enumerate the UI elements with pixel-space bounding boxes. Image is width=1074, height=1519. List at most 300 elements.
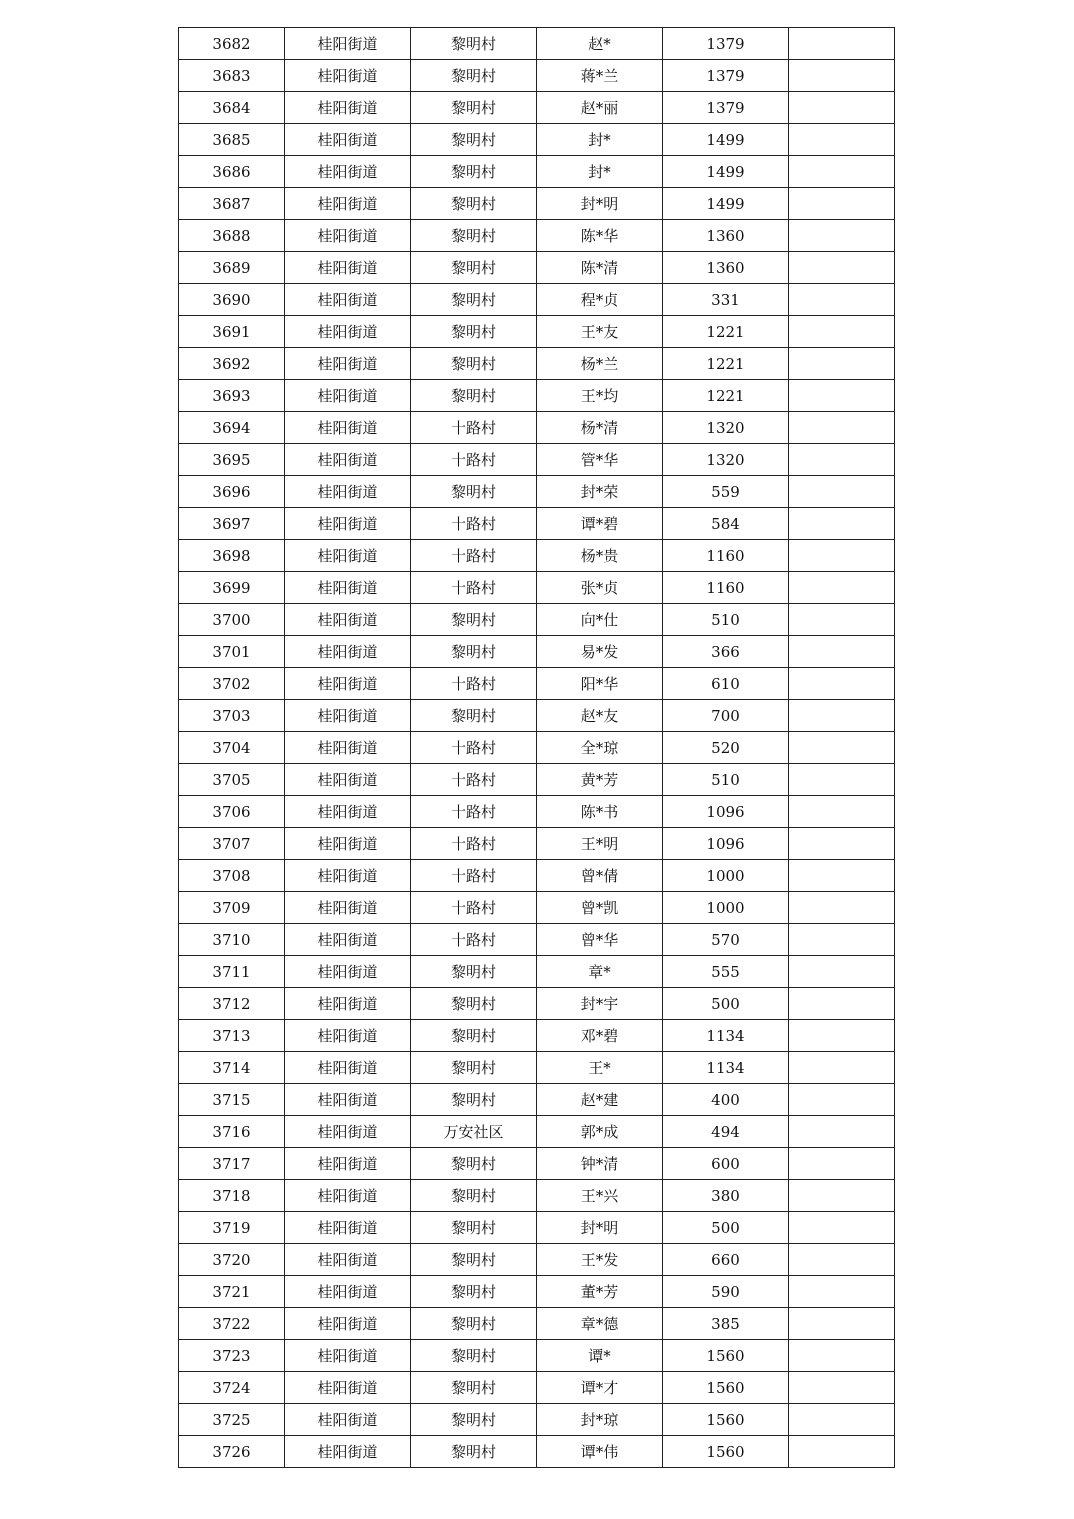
table-row (179, 92, 895, 124)
amount-cell: 1221 (663, 380, 789, 412)
remark-cell (789, 412, 895, 444)
serial-cell: 3708 (179, 860, 285, 892)
table-row (179, 316, 895, 348)
serial-cell: 3694 (179, 412, 285, 444)
street-cell: 桂阳街道 (285, 924, 411, 956)
street-cell: 桂阳街道 (285, 1116, 411, 1148)
remark-cell (789, 1276, 895, 1308)
table-row (179, 636, 895, 668)
amount-cell: 1096 (663, 796, 789, 828)
name-cell: 谭*伟 (537, 1436, 663, 1468)
street-cell: 桂阳街道 (285, 1052, 411, 1084)
table-row (179, 540, 895, 572)
table-row (179, 1212, 895, 1244)
table-row (179, 732, 895, 764)
table-row (179, 1020, 895, 1052)
street-cell: 桂阳街道 (285, 636, 411, 668)
street-cell: 桂阳街道 (285, 188, 411, 220)
name-cell: 董*芳 (537, 1276, 663, 1308)
amount-cell: 1560 (663, 1372, 789, 1404)
name-cell: 黄*芳 (537, 764, 663, 796)
amount-cell: 494 (663, 1116, 789, 1148)
table-row (179, 1276, 895, 1308)
remark-cell (789, 892, 895, 924)
table-row (179, 1340, 895, 1372)
amount-cell: 1379 (663, 28, 789, 60)
name-cell: 陈*清 (537, 252, 663, 284)
amount-cell: 400 (663, 1084, 789, 1116)
street-cell: 桂阳街道 (285, 732, 411, 764)
village-cell: 黎明村 (411, 1212, 537, 1244)
amount-cell: 1221 (663, 348, 789, 380)
village-cell: 黎明村 (411, 1404, 537, 1436)
table-row (179, 348, 895, 380)
amount-cell: 590 (663, 1276, 789, 1308)
name-cell: 向*仕 (537, 604, 663, 636)
street-cell: 桂阳街道 (285, 956, 411, 988)
table-row (179, 188, 895, 220)
remark-cell (789, 92, 895, 124)
street-cell: 桂阳街道 (285, 124, 411, 156)
table-row (179, 476, 895, 508)
village-cell: 黎明村 (411, 1308, 537, 1340)
remark-cell (789, 508, 895, 540)
village-cell: 黎明村 (411, 92, 537, 124)
table-row (179, 1244, 895, 1276)
name-cell: 曾*倩 (537, 860, 663, 892)
name-cell: 封*明 (537, 188, 663, 220)
serial-cell: 3720 (179, 1244, 285, 1276)
remark-cell (789, 476, 895, 508)
amount-cell: 331 (663, 284, 789, 316)
table-row (179, 1052, 895, 1084)
village-cell: 十路村 (411, 540, 537, 572)
serial-cell: 3689 (179, 252, 285, 284)
amount-cell: 366 (663, 636, 789, 668)
amount-cell: 1000 (663, 860, 789, 892)
serial-cell: 3688 (179, 220, 285, 252)
remark-cell (789, 188, 895, 220)
village-cell: 十路村 (411, 828, 537, 860)
name-cell: 封* (537, 124, 663, 156)
village-cell: 黎明村 (411, 604, 537, 636)
village-cell: 黎明村 (411, 476, 537, 508)
street-cell: 桂阳街道 (285, 252, 411, 284)
village-cell: 黎明村 (411, 1084, 537, 1116)
amount-cell: 1560 (663, 1436, 789, 1468)
remark-cell (789, 220, 895, 252)
table-row (179, 252, 895, 284)
table-row (179, 1116, 895, 1148)
table-row (179, 28, 895, 60)
street-cell: 桂阳街道 (285, 316, 411, 348)
name-cell: 赵*友 (537, 700, 663, 732)
street-cell: 桂阳街道 (285, 1276, 411, 1308)
amount-cell: 1560 (663, 1404, 789, 1436)
street-cell: 桂阳街道 (285, 348, 411, 380)
table-row (179, 412, 895, 444)
village-cell: 黎明村 (411, 60, 537, 92)
table-row (179, 988, 895, 1020)
village-cell: 黎明村 (411, 188, 537, 220)
amount-cell: 1160 (663, 540, 789, 572)
street-cell: 桂阳街道 (285, 508, 411, 540)
name-cell: 王*友 (537, 316, 663, 348)
remark-cell (789, 28, 895, 60)
amount-cell: 1499 (663, 156, 789, 188)
village-cell: 十路村 (411, 764, 537, 796)
name-cell: 王*均 (537, 380, 663, 412)
village-cell: 黎明村 (411, 1180, 537, 1212)
street-cell: 桂阳街道 (285, 764, 411, 796)
remark-cell (789, 380, 895, 412)
amount-cell: 1360 (663, 220, 789, 252)
serial-cell: 3682 (179, 28, 285, 60)
serial-cell: 3725 (179, 1404, 285, 1436)
name-cell: 钟*清 (537, 1148, 663, 1180)
serial-cell: 3721 (179, 1276, 285, 1308)
table-body (179, 28, 895, 1468)
village-cell: 万安社区 (411, 1116, 537, 1148)
village-cell: 黎明村 (411, 1372, 537, 1404)
remark-cell (789, 1116, 895, 1148)
name-cell: 陈*书 (537, 796, 663, 828)
remark-cell (789, 828, 895, 860)
amount-cell: 555 (663, 956, 789, 988)
amount-cell: 559 (663, 476, 789, 508)
amount-cell: 1360 (663, 252, 789, 284)
remark-cell (789, 124, 895, 156)
name-cell: 谭*碧 (537, 508, 663, 540)
street-cell: 桂阳街道 (285, 700, 411, 732)
street-cell: 桂阳街道 (285, 28, 411, 60)
name-cell: 王*兴 (537, 1180, 663, 1212)
name-cell: 易*发 (537, 636, 663, 668)
village-cell: 黎明村 (411, 316, 537, 348)
amount-cell: 1560 (663, 1340, 789, 1372)
street-cell: 桂阳街道 (285, 1180, 411, 1212)
amount-cell: 700 (663, 700, 789, 732)
table-row (179, 380, 895, 412)
street-cell: 桂阳街道 (285, 988, 411, 1020)
village-cell: 十路村 (411, 732, 537, 764)
amount-cell: 1000 (663, 892, 789, 924)
table-row (179, 924, 895, 956)
name-cell: 王* (537, 1052, 663, 1084)
village-cell: 十路村 (411, 796, 537, 828)
amount-cell: 520 (663, 732, 789, 764)
table-row (179, 796, 895, 828)
serial-cell: 3707 (179, 828, 285, 860)
name-cell: 谭* (537, 1340, 663, 1372)
serial-cell: 3702 (179, 668, 285, 700)
village-cell: 十路村 (411, 924, 537, 956)
serial-cell: 3692 (179, 348, 285, 380)
village-cell: 黎明村 (411, 1020, 537, 1052)
street-cell: 桂阳街道 (285, 1244, 411, 1276)
name-cell: 封*荣 (537, 476, 663, 508)
serial-cell: 3684 (179, 92, 285, 124)
street-cell: 桂阳街道 (285, 1148, 411, 1180)
table-row (179, 956, 895, 988)
village-cell: 黎明村 (411, 636, 537, 668)
street-cell: 桂阳街道 (285, 1436, 411, 1468)
street-cell: 桂阳街道 (285, 380, 411, 412)
amount-cell: 584 (663, 508, 789, 540)
table-row (179, 1404, 895, 1436)
remark-cell (789, 1404, 895, 1436)
name-cell: 蒋*兰 (537, 60, 663, 92)
street-cell: 桂阳街道 (285, 828, 411, 860)
name-cell: 曾*华 (537, 924, 663, 956)
name-cell: 章*德 (537, 1308, 663, 1340)
name-cell: 封* (537, 156, 663, 188)
amount-cell: 1320 (663, 412, 789, 444)
village-cell: 十路村 (411, 412, 537, 444)
table-row (179, 444, 895, 476)
street-cell: 桂阳街道 (285, 1084, 411, 1116)
amount-cell: 1096 (663, 828, 789, 860)
village-cell: 黎明村 (411, 380, 537, 412)
village-cell: 黎明村 (411, 252, 537, 284)
amount-cell: 1320 (663, 444, 789, 476)
serial-cell: 3709 (179, 892, 285, 924)
village-cell: 黎明村 (411, 956, 537, 988)
remark-cell (789, 348, 895, 380)
name-cell: 郭*成 (537, 1116, 663, 1148)
table-row (179, 156, 895, 188)
street-cell: 桂阳街道 (285, 796, 411, 828)
table-row (179, 220, 895, 252)
name-cell: 程*贞 (537, 284, 663, 316)
remark-cell (789, 572, 895, 604)
serial-cell: 3716 (179, 1116, 285, 1148)
remark-cell (789, 636, 895, 668)
serial-cell: 3695 (179, 444, 285, 476)
street-cell: 桂阳街道 (285, 444, 411, 476)
village-cell: 黎明村 (411, 1052, 537, 1084)
amount-cell: 1134 (663, 1020, 789, 1052)
serial-cell: 3715 (179, 1084, 285, 1116)
serial-cell: 3726 (179, 1436, 285, 1468)
serial-cell: 3706 (179, 796, 285, 828)
name-cell: 章* (537, 956, 663, 988)
serial-cell: 3712 (179, 988, 285, 1020)
serial-cell: 3693 (179, 380, 285, 412)
village-cell: 黎明村 (411, 1436, 537, 1468)
remark-cell (789, 1148, 895, 1180)
remark-cell (789, 1180, 895, 1212)
remark-cell (789, 1212, 895, 1244)
serial-cell: 3710 (179, 924, 285, 956)
table-row (179, 1308, 895, 1340)
street-cell: 桂阳街道 (285, 572, 411, 604)
remark-cell (789, 60, 895, 92)
village-cell: 黎明村 (411, 988, 537, 1020)
amount-cell: 1499 (663, 188, 789, 220)
amount-cell: 385 (663, 1308, 789, 1340)
serial-cell: 3714 (179, 1052, 285, 1084)
village-cell: 十路村 (411, 860, 537, 892)
table-row (179, 700, 895, 732)
street-cell: 桂阳街道 (285, 1372, 411, 1404)
serial-cell: 3703 (179, 700, 285, 732)
serial-cell: 3699 (179, 572, 285, 604)
remark-cell (789, 316, 895, 348)
name-cell: 谭*才 (537, 1372, 663, 1404)
street-cell: 桂阳街道 (285, 892, 411, 924)
serial-cell: 3697 (179, 508, 285, 540)
table-row (179, 1372, 895, 1404)
village-cell: 十路村 (411, 444, 537, 476)
name-cell: 管*华 (537, 444, 663, 476)
remark-cell (789, 444, 895, 476)
table-row (179, 284, 895, 316)
table-row (179, 508, 895, 540)
table-row (179, 604, 895, 636)
serial-cell: 3724 (179, 1372, 285, 1404)
name-cell: 全*琼 (537, 732, 663, 764)
village-cell: 黎明村 (411, 1276, 537, 1308)
serial-cell: 3690 (179, 284, 285, 316)
table-row (179, 60, 895, 92)
name-cell: 封*明 (537, 1212, 663, 1244)
street-cell: 桂阳街道 (285, 604, 411, 636)
table-row (179, 1180, 895, 1212)
remark-cell (789, 604, 895, 636)
serial-cell: 3696 (179, 476, 285, 508)
serial-cell: 3685 (179, 124, 285, 156)
village-cell: 十路村 (411, 668, 537, 700)
amount-cell: 600 (663, 1148, 789, 1180)
village-cell: 黎明村 (411, 1148, 537, 1180)
street-cell: 桂阳街道 (285, 540, 411, 572)
serial-cell: 3686 (179, 156, 285, 188)
table-row (179, 1148, 895, 1180)
street-cell: 桂阳街道 (285, 284, 411, 316)
remark-cell (789, 284, 895, 316)
street-cell: 桂阳街道 (285, 156, 411, 188)
street-cell: 桂阳街道 (285, 1212, 411, 1244)
village-cell: 黎明村 (411, 28, 537, 60)
name-cell: 王*明 (537, 828, 663, 860)
street-cell: 桂阳街道 (285, 1308, 411, 1340)
amount-cell: 510 (663, 604, 789, 636)
amount-cell: 1379 (663, 92, 789, 124)
amount-cell: 1379 (663, 60, 789, 92)
remark-cell (789, 1340, 895, 1372)
village-cell: 十路村 (411, 892, 537, 924)
name-cell: 王*发 (537, 1244, 663, 1276)
street-cell: 桂阳街道 (285, 220, 411, 252)
amount-cell: 570 (663, 924, 789, 956)
serial-cell: 3687 (179, 188, 285, 220)
serial-cell: 3683 (179, 60, 285, 92)
table-row (179, 1436, 895, 1468)
name-cell: 杨*清 (537, 412, 663, 444)
name-cell: 陈*华 (537, 220, 663, 252)
remark-cell (789, 732, 895, 764)
village-cell: 黎明村 (411, 1244, 537, 1276)
street-cell: 桂阳街道 (285, 412, 411, 444)
village-cell: 黎明村 (411, 124, 537, 156)
remark-cell (789, 156, 895, 188)
village-cell: 十路村 (411, 572, 537, 604)
serial-cell: 3722 (179, 1308, 285, 1340)
street-cell: 桂阳街道 (285, 1404, 411, 1436)
table-row (179, 1084, 895, 1116)
table-row (179, 668, 895, 700)
serial-cell: 3691 (179, 316, 285, 348)
amount-cell: 1499 (663, 124, 789, 156)
amount-cell: 510 (663, 764, 789, 796)
street-cell: 桂阳街道 (285, 668, 411, 700)
remark-cell (789, 988, 895, 1020)
remark-cell (789, 764, 895, 796)
table-row (179, 828, 895, 860)
village-cell: 黎明村 (411, 156, 537, 188)
street-cell: 桂阳街道 (285, 476, 411, 508)
serial-cell: 3698 (179, 540, 285, 572)
serial-cell: 3701 (179, 636, 285, 668)
remark-cell (789, 668, 895, 700)
remark-cell (789, 924, 895, 956)
village-cell: 十路村 (411, 508, 537, 540)
remark-cell (789, 700, 895, 732)
remark-cell (789, 540, 895, 572)
table-row (179, 860, 895, 892)
village-cell: 黎明村 (411, 348, 537, 380)
village-cell: 黎明村 (411, 1340, 537, 1372)
amount-cell: 380 (663, 1180, 789, 1212)
name-cell: 封*宇 (537, 988, 663, 1020)
name-cell: 赵* (537, 28, 663, 60)
amount-cell: 660 (663, 1244, 789, 1276)
remark-cell (789, 1020, 895, 1052)
village-cell: 黎明村 (411, 220, 537, 252)
remark-cell (789, 1052, 895, 1084)
serial-cell: 3717 (179, 1148, 285, 1180)
remark-cell (789, 1372, 895, 1404)
street-cell: 桂阳街道 (285, 1340, 411, 1372)
serial-cell: 3705 (179, 764, 285, 796)
data-table (178, 27, 895, 1468)
amount-cell: 500 (663, 988, 789, 1020)
serial-cell: 3718 (179, 1180, 285, 1212)
street-cell: 桂阳街道 (285, 860, 411, 892)
serial-cell: 3704 (179, 732, 285, 764)
remark-cell (789, 796, 895, 828)
table-row (179, 764, 895, 796)
table-row (179, 124, 895, 156)
amount-cell: 1221 (663, 316, 789, 348)
name-cell: 杨*贵 (537, 540, 663, 572)
amount-cell: 1134 (663, 1052, 789, 1084)
table-row (179, 892, 895, 924)
serial-cell: 3723 (179, 1340, 285, 1372)
amount-cell: 610 (663, 668, 789, 700)
remark-cell (789, 860, 895, 892)
remark-cell (789, 1308, 895, 1340)
name-cell: 张*贞 (537, 572, 663, 604)
village-cell: 黎明村 (411, 700, 537, 732)
serial-cell: 3711 (179, 956, 285, 988)
remark-cell (789, 1084, 895, 1116)
name-cell: 封*琼 (537, 1404, 663, 1436)
remark-cell (789, 956, 895, 988)
serial-cell: 3719 (179, 1212, 285, 1244)
street-cell: 桂阳街道 (285, 60, 411, 92)
